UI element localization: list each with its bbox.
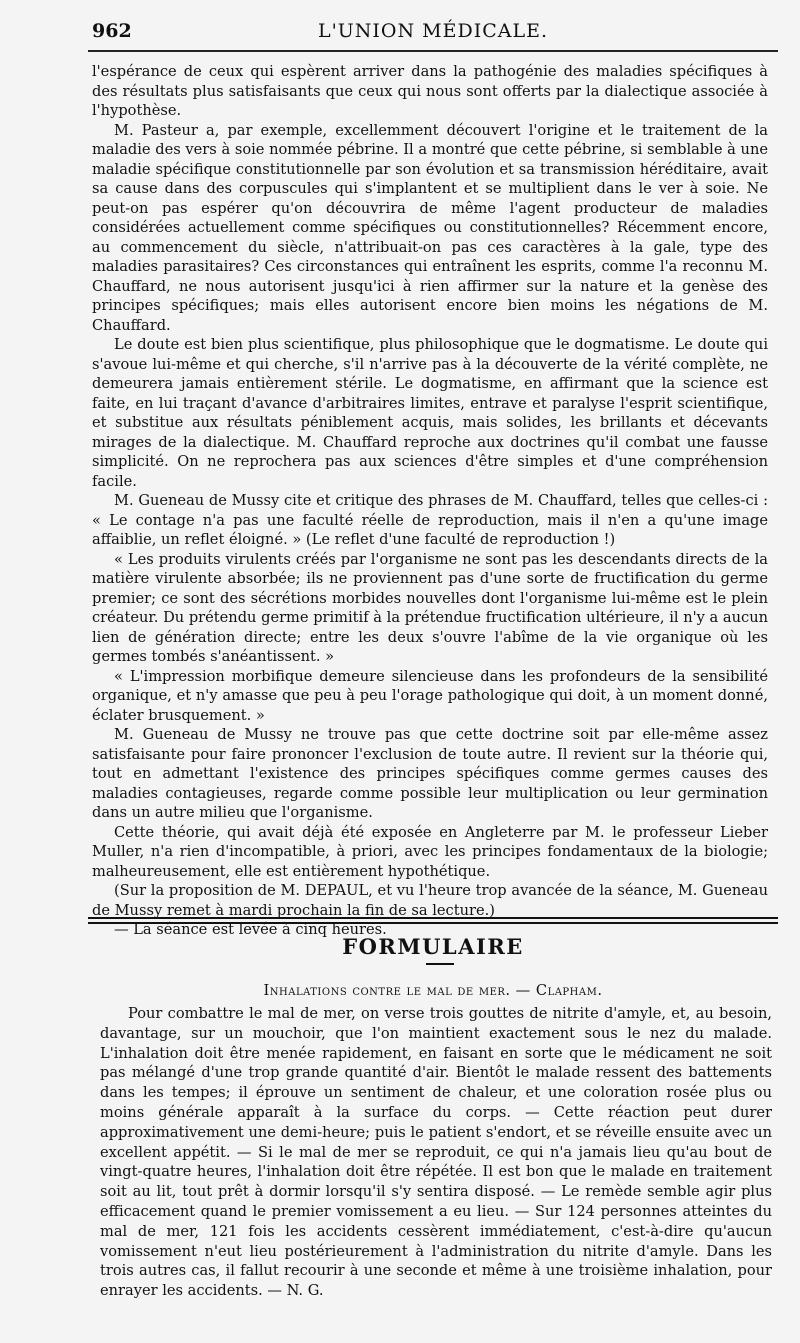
header-rule (88, 50, 778, 52)
paragraph: « L'impression morbifique demeure silencieuse dans les profondeurs de la sensibilité organique, et n'y amasse que peu à peu l'orage pathologique qui doit, à un moment donné, éclater brusquement. » (92, 667, 768, 724)
section-divider (88, 917, 778, 924)
paragraph: M. Gueneau de Mussy cite et critique des phrases de M. Chauffard, telles que celles-ci : « Le contage n'a pas une faculté réelle de reproduction, mais il n'en a qu'une image affaiblie, un reflet éloigné. » (Le reflet d'une faculté de reproduction !) (92, 492, 768, 548)
section-subtitle: Inhalations contre le mal de mer. — Clapham. (263, 982, 603, 999)
paragraph: Cette théorie, qui avait déjà été exposée en Angleterre par M. le professeur Lieber Muller, n'a rien d'incompatible, à priori, avec les principes fondamentaux de la biologie; malheureusement, elle est entièrement hypothétique. (92, 823, 768, 880)
paragraph: « Les produits virulents créés par l'organisme ne sont pas les descendants directs de la matière virulente absorbée; ils ne proviennent pas d'une sorte de fructification du germe premier; ce sont des sécrétions morbides nouvelles dont l'organisme lui-même est le plein créateur. Du prétendu germe primitif à la prétendue fructification ultérieure, il n'y a aucun lien de génération directe; entre les deux s'ouvre l'abîme de la vie organique où les germes tombés s'anéantissent. » (92, 550, 768, 665)
article-body (92, 62, 768, 940)
paragraph: M. Pasteur a, par exemple, excellemment découvert l'origine et le traitement de la maladie des vers à soie nommée pébrine. Il a montré que cette pébrine, si semblable à une maladie spécifique constitutionnelle par son évolution et sa transmission héréditaire, avait sa cause dans des corpuscules qui s'implantent et se multiplient dans le ver à soie. Ne peut-on pas espérer qu'on découvrira de même l'agent producteur de maladies considérées actuellement comme spécifiques ou constitutionnelles? Récemment encore, au commencement du siècle, n'attribuait-on pas ces caractères à la gale, type des maladies parasitaires? Ces circonstances qui entraînent les esprits, comme l'a reconnu M. Chauffard, ne nous autorisent jusqu'ici à rien affirmer sur la nature et la genèse des principes spécifiques; mais elles autorisent encore bien moins les négations de M. Chauffard. (92, 121, 768, 334)
formulaire-body (100, 1004, 772, 1301)
page-header (88, 18, 778, 48)
page-number: 962 (92, 20, 132, 42)
paragraph: M. Gueneau de Mussy ne trouve pas que cette doctrine soit par elle-même assez satisfaisante pour faire prononcer l'exclusion de toute autre. Il revient sur la théorie qui, tout en admettant l'existence des principes spécifiques comme germes causes des maladies contagieuses, regarde comme possible leur multiplication ou leur germination dans un autre milieu que l'organisme. (92, 726, 768, 821)
paragraph: (Sur la proposition de M. DEPAUL, et vu l'heure trop avancée de la séance, M. Gueneau de Mussy remet à mardi prochain la fin de sa lecture.) (92, 882, 768, 919)
title-underline (426, 963, 454, 965)
paragraph: — La séance est levée à cinq heures. (114, 921, 387, 938)
running-title: L'UNION MÉDICALE. (317, 20, 549, 42)
paragraph: Le doute est bien plus scientifique, plus philosophique que le dogmatisme. Le doute qui s'avoue lui-même et qui cherche, s'il n'arrive pas à la découverte de la vérité complète, ne demeurera jamais entièrement stérile. Le dogmatisme, en affirmant que la science est faite, en lui traçant d'avance d'arbitraires limites, entrave et paralyse l'esprit scientifique, et substitue aux résultats péniblement acquis, mais solides, les brillants et décevants mirages de la dialectique. M. Chauffard reproche aux doctrines qu'il combat une fausse simplicité. On ne reprochera pas aux sciences d'être simples et d'une compréhension facile. (92, 336, 768, 490)
section-title: FORMULAIRE (342, 934, 524, 959)
paragraph: Pour combattre le mal de mer, on verse trois gouttes de nitrite d'amyle, et, au besoin, davantage, sur un mouchoir, que l'on maintient exactement sous le nez du malade. L'inhalation doit être menée rapidement, en faisant en sorte que le médicament ne soit pas mélangé d'une trop grande quantité d'air. Bientôt le malade ressent des battements dans les tempes; il éprouve un sentiment de chaleur, et une coloration rosée plus ou moins générale apparaît à la surface du corps. — Cette réaction peut durer approximativement une demi-heure; puis le patient s'endort, et se réveille ensuite avec un excellent appétit. — Si le mal de mer se reproduit, ce qui n'a jamais lieu qu'au bout de vingt-quatre heures, l'inhalation doit être répétée. Il est bon que le malade en traitement soit au lit, tout prêt à dormir lorsqu'il s'y sentira disposé. — Le remède semble agir plus efficacement quand le premier vomissement a eu lieu. — Sur 124 personnes atteintes du mal de mer, 121 fois les accidents cessèrent immédiatement, c'est-à-dire qu'aucun vomissement n'eut lieu postérieurement à l'administration du nitrite d'amyle. Dans les trois autres cas, il fallut recourir à une seconde et même à une troisième inhalation, pour enrayer les accidents. — N. G. (100, 1005, 772, 1300)
paragraph: l'espérance de ceux qui espèrent arriver dans la pathogénie des maladies spécifiques à des résultats plus satisfaisants que ceux qui nous sont offerts par la dialectique associée à l'hypothèse. (92, 63, 768, 119)
